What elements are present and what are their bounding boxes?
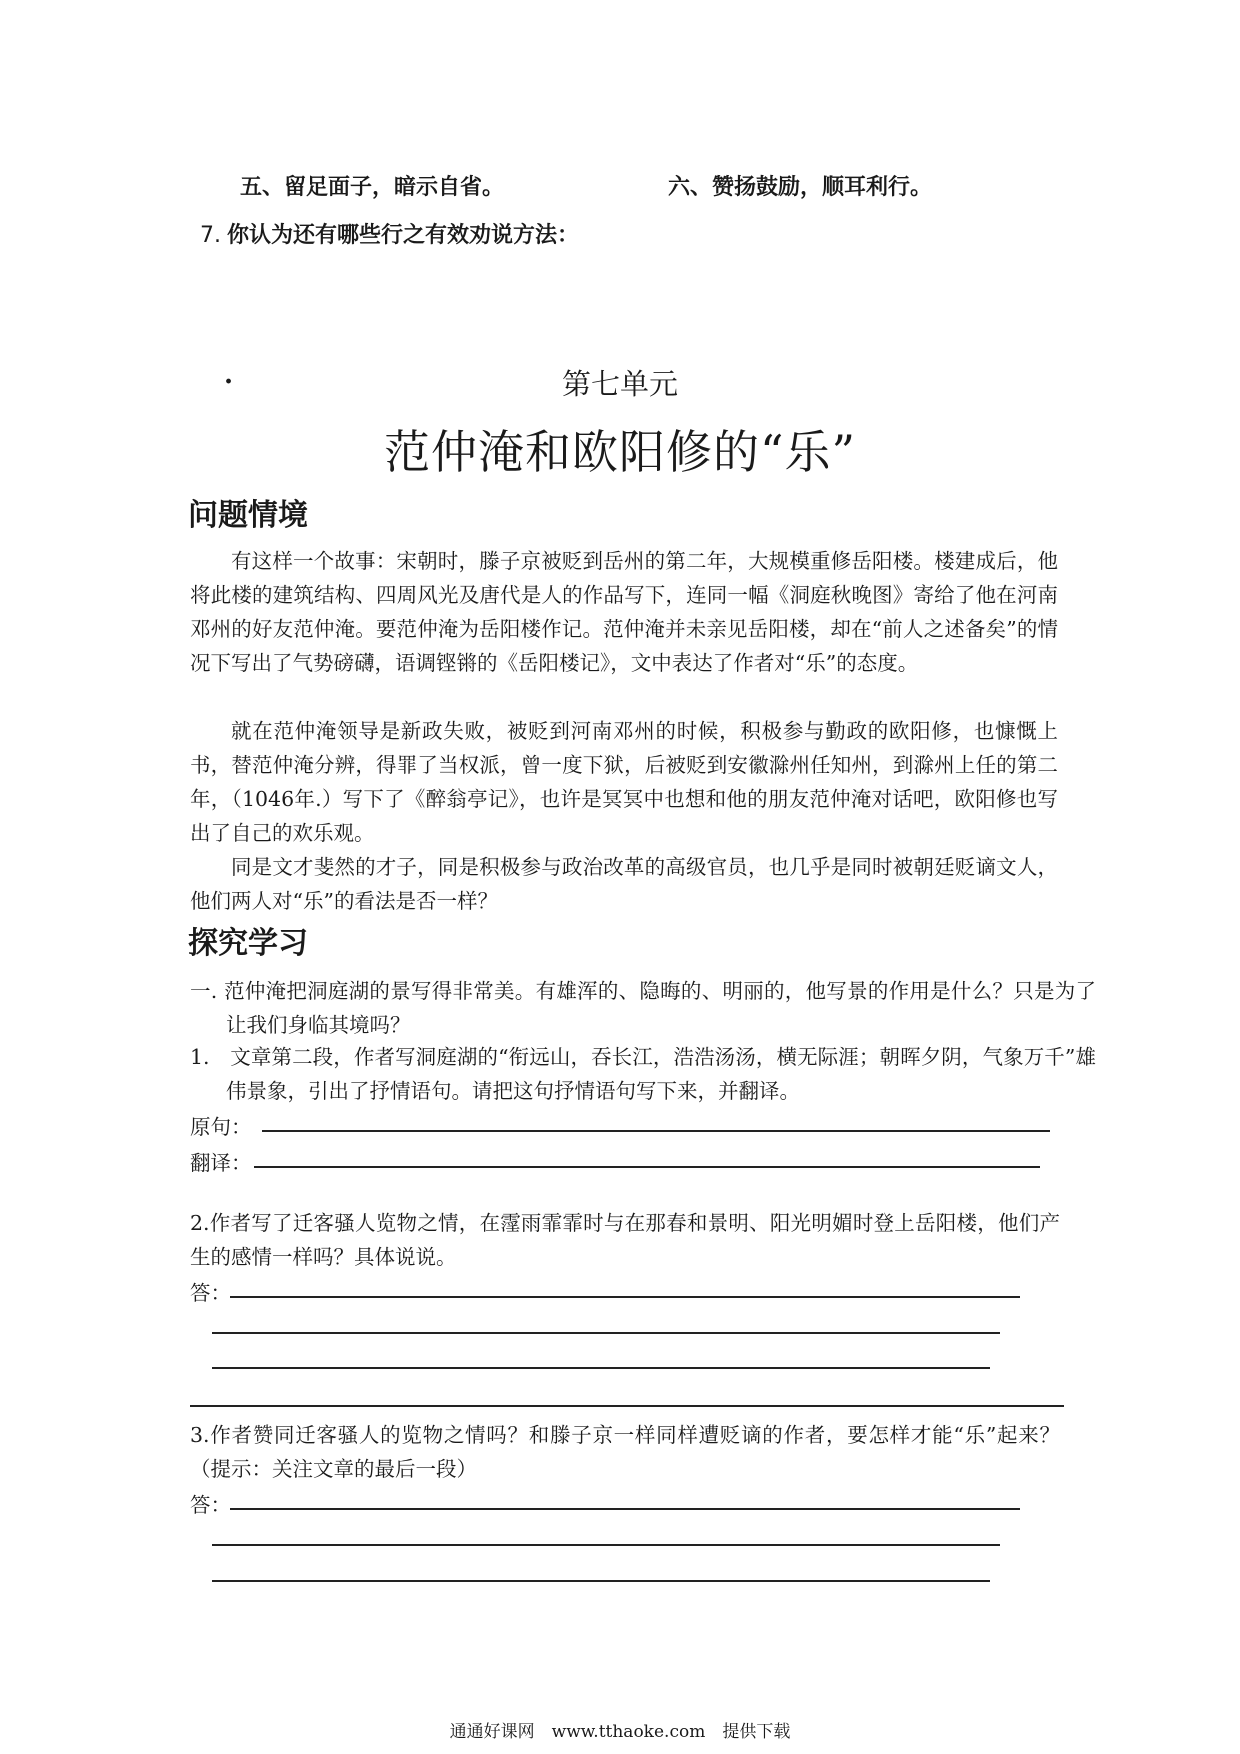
question-seven [200,218,579,249]
label-translation: 翻译： [190,1151,252,1175]
section-heading-problem: 问题情境 [188,498,308,533]
answer-line-2b[interactable] [212,1332,1000,1334]
answer-line-3b[interactable] [212,1544,1000,1546]
answer-line-2d[interactable] [190,1405,1064,1407]
answer-line-3a[interactable] [230,1508,1020,1510]
question-seven-number: 7. [200,223,221,248]
section-heading-inquiry: 探究学习 [188,926,308,961]
paragraph-2: 就在范仲淹领导是新政失败，被贬到河南邓州的时候，积极参与勤政的欧阳修，也慷慨上书，替范仲淹分辨，得罪了当权派，曾一度下狱，后被贬到安徽滁州任知州，到滁州上任的第二年，（1046年.）写下了《醉翁亭记》，也许是冥冥中也想和他的朋友范仲淹对话吧，欧阳修也写出了自己的欢乐观。 [190,719,1058,845]
answer-line-translation[interactable] [254,1166,1040,1168]
question-seven-text: 你认为还有哪些行之有效劝说方法： [227,223,580,248]
label-answer-3: 答： [190,1493,231,1517]
question-3: 3.作者赞同迁客骚人的览物之情吗？和滕子京一样同样遭贬谪的作者，要怎样才能“乐”起来？（提示：关注文章的最后一段） [190,1423,1060,1481]
question-2: 2.作者写了迁客骚人览物之情，在霪雨霏霏时与在那春和景明、阳光明媚时登上岳阳楼，他们产生的感情一样吗？具体说说。 [190,1211,1060,1269]
answer-line-2c[interactable] [212,1367,990,1369]
answer-line-original[interactable] [262,1130,1050,1132]
paragraph-3: 同是文才斐然的才子，同是积极参与政治改革的高级官员，也几乎是同时被朝廷贬谪文人，他们两人对“乐”的看法是否一样？ [190,855,1058,913]
unit-title: 第七单元 [561,367,678,401]
answer-line-2a[interactable] [230,1296,1020,1298]
stray-dot: . [224,360,234,390]
footer: 通通好课网 www.tthaoke.com 提供下载 [449,1722,791,1742]
label-original: 原句： [190,1115,252,1139]
answer-line-3c[interactable] [212,1580,990,1582]
label-answer-2: 答： [190,1281,231,1305]
page-title: 范仲淹和欧阳修的“乐” [383,425,857,479]
question-one: 一. 范仲淹把洞庭湖的景写得非常美。有雄浑的、隐晦的、明丽的，他写景的作用是什么？只是为了让我们身临其境吗？ [190,979,1096,1037]
list-item-five: 五、留足面子，暗示自省。 [240,175,505,200]
paragraph-1: 有这样一个故事：宋朝时，滕子京被贬到岳州的第二年，大规模重修岳阳楼。楼建成后，他将此楼的建筑结构、四周风光及唐代是人的作品写下，连同一幅《洞庭秋晚图》寄给了他在河南邓州的好友范仲淹。要范仲淹为岳阳楼作记。范仲淹并未亲见岳阳楼，却在“前人之述备矣”的情况下写出了气势磅礴，语调铿锵的《岳阳楼记》，文中表达了作者对“乐”的态度。 [190,549,1058,675]
list-item-six: 六、赞扬鼓励，顺耳利行。 [668,175,933,200]
question-1: 1. 文章第二段，作者写洞庭湖的“衔远山，吞长江，浩浩汤汤，横无际涯；朝晖夕阴，气象万千”雄伟景象，引出了抒情语句。请把这句抒情语句写下来，并翻译。 [190,1045,1096,1103]
